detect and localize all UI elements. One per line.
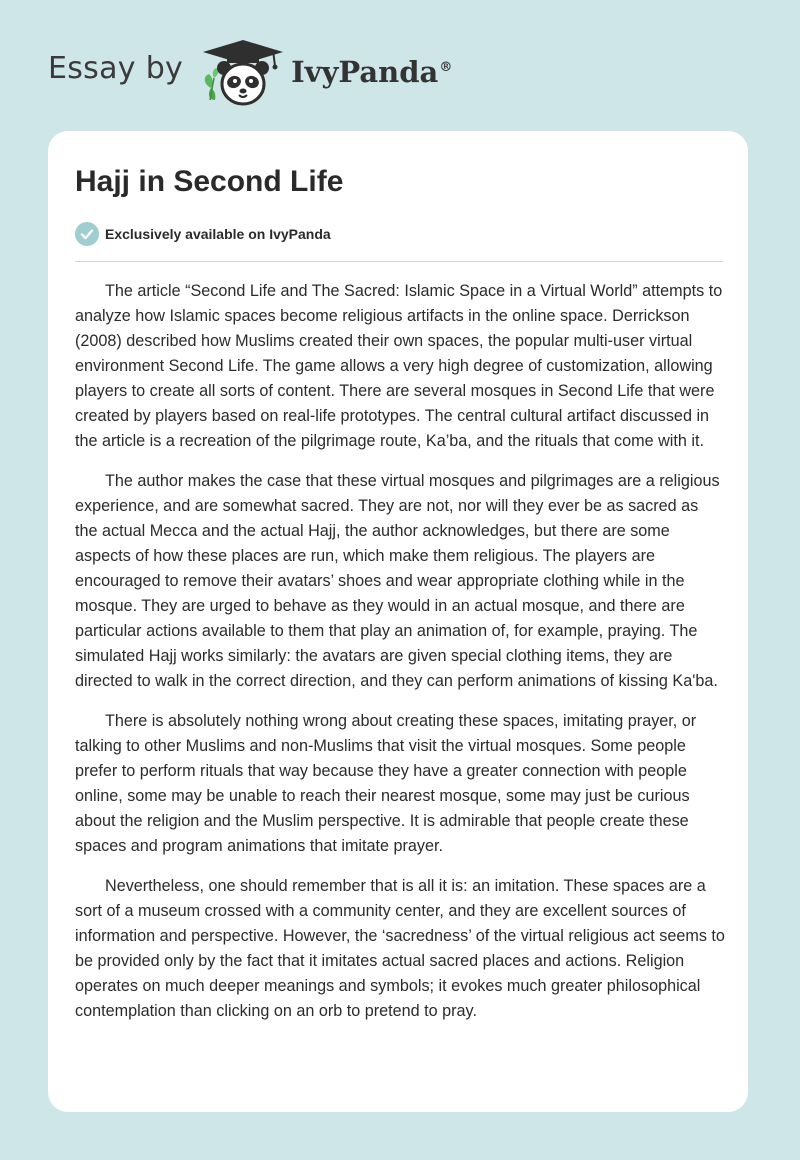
paragraph: There is absolutely nothing wrong about creating these spaces, imitating prayer, or talking to other Muslims and non-Muslims that visit the virtual mosques. Some people prefer to perform rituals that way because they have a greater connection with people online, some may be unable to reach their nearest mosque, some may just be curious about the religion and the Muslim perspective. It is admirable that people create these spaces and program animations that imitate prayer.	[75, 712, 697, 855]
essay-card	[48, 131, 748, 1112]
essay-body	[75, 279, 725, 1039]
brand-name: IvyPanda®	[291, 55, 453, 89]
brand-header[interactable]	[48, 36, 452, 108]
brand-prefix: Essay by	[48, 50, 184, 86]
paragraph: Nevertheless, one should remember that is all it is: an imitation. These spaces are a sort of a museum crossed with a community center, and they are excellent sources of information and perspective. However, the ‘sacredness’ of the virtual religious act seems to be provided only by the fact that it imitates actual sacred places and actions. Religion operates on much deeper meanings and symbols; it evokes much greater philosophical contemplation than clicking on an orb to pretend to pray.	[75, 877, 725, 1020]
exclusive-badge	[75, 222, 331, 246]
badge-label: Exclusively available on IvyPanda	[105, 226, 331, 242]
divider	[75, 261, 723, 262]
paragraph: The author makes the case that these virtual mosques and pilgrimages are a religious experience, and are somewhat sacred. They are not, nor will they ever be as sacred as the actual Mecca and the actual Hajj, the author acknowledges, but there are some aspects of how these places are run, which make them religious. The players are encouraged to remove their avatars’ shoes and wear appropriate clothing while in the mosque. They are urged to behave as they would in an actual mosque, and there are particular actions available to them that play an animation of, for example, praying. The simulated Hajj works similarly: the avatars are given special clothing items, they are directed to walk in the correct direction, and they can perform animations of kissing Ka'ba.	[75, 472, 720, 690]
panda-graduate-logo-icon	[197, 36, 289, 108]
check-circle-icon	[75, 222, 99, 246]
paragraph: The article “Second Life and The Sacred: Islamic Space in a Virtual World” attempts to analyze how Islamic spaces become religious artifacts in the online space. Derrickson (2008) described how Muslims created their own spaces, the popular multi-user virtual environment Second Life. The game allows a very high degree of customization, allowing players to create all sorts of content. There are several mosques in Second Life that were created by players based on real-life prototypes. The central cultural artifact discussed in the article is a recreation of the pilgrimage route, Ka’ba, and the rituals that come with it.	[75, 282, 723, 450]
page-title: Hajj in Second Life	[75, 165, 344, 198]
